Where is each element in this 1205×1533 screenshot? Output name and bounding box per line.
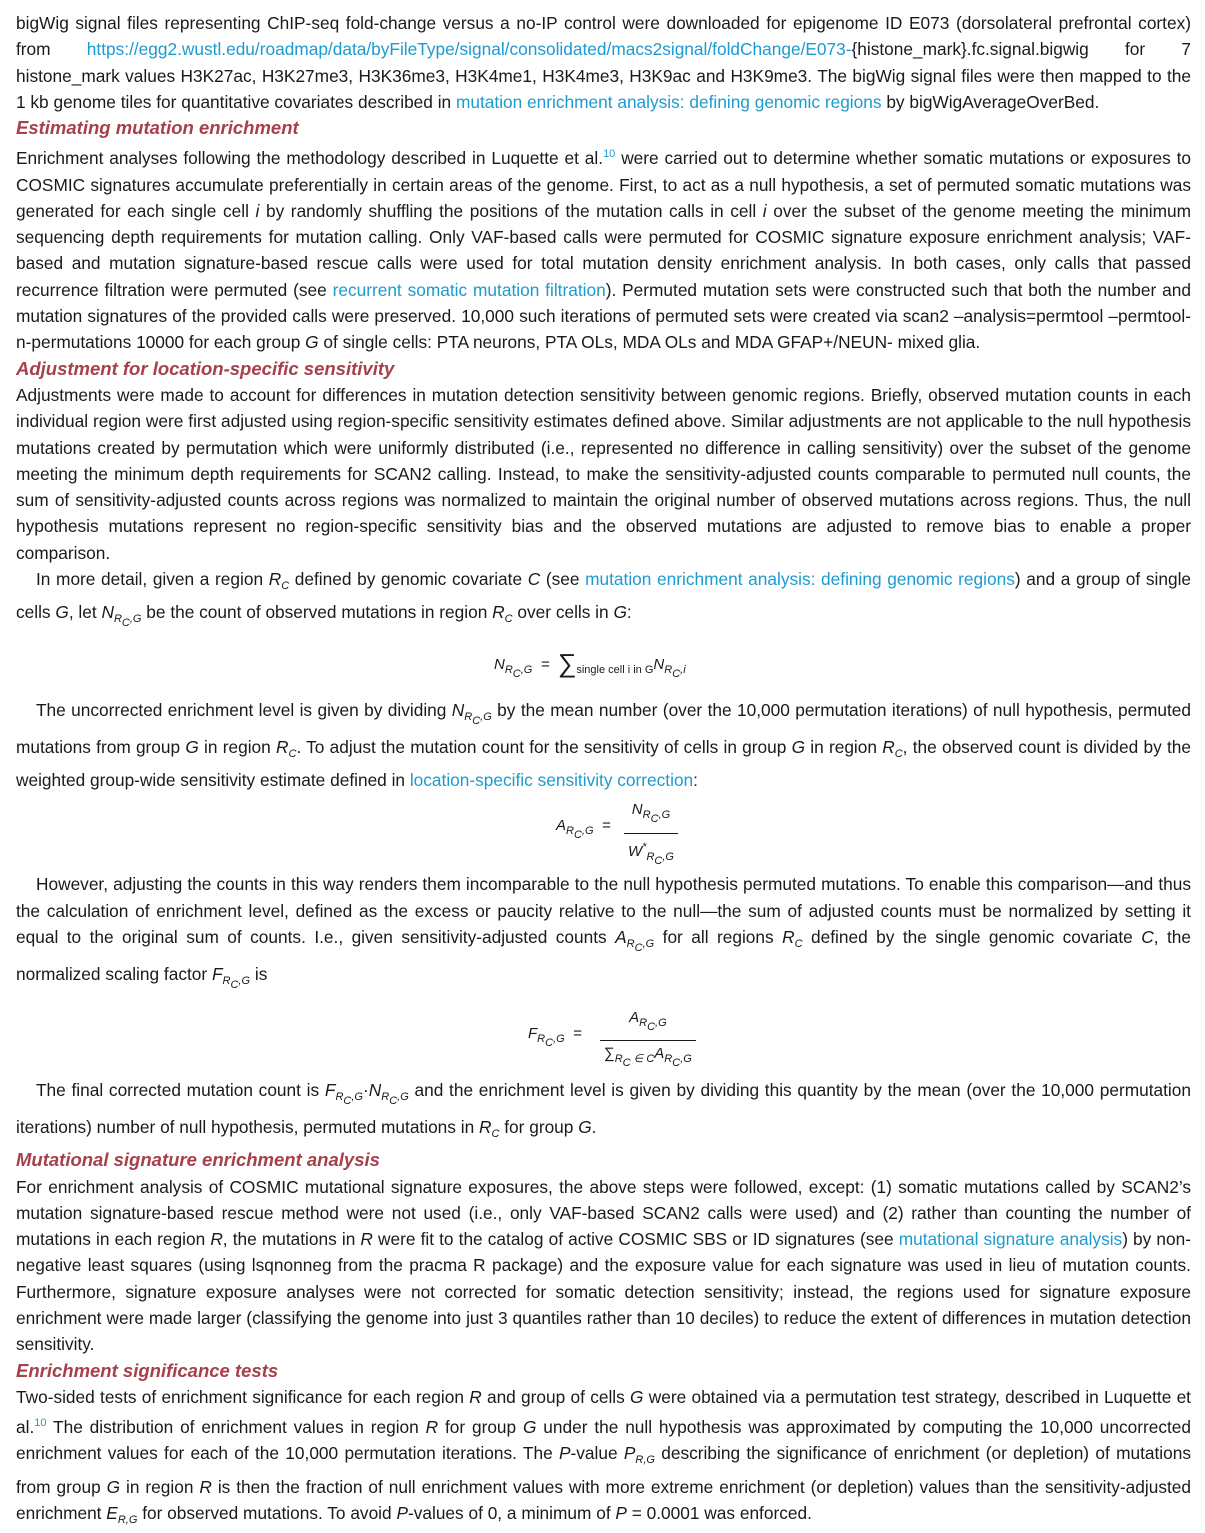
body-text: defined by the single genomic covariate — [802, 927, 1142, 948]
var-r: R — [425, 1417, 439, 1437]
adjustment-paragraph-1: Adjustments were made to account for differences in mutation detection sensitivity between genomic regions. Briefly, observed mutation counts in each individual region were first adjusted using region-specific sensitivity estimates defined above. Similar adjustments are not applicable to the null hypothesis mutations created by permutation which were uniformly distributed (i.e., represented no difference in calling sensitivity) over the subset of the genome meeting the minimum depth requirements for SCAN2 calling. Instead, to make the sensitivity-adjusted counts comparable to permuted null counts, the sum of sensitivity-adjusted counts across regions was normalized to maintain the original number of observed mutations across regions. Thus, the null hypothesis mutations represent no region-specific sensitivity bias and the observed mutations are adjusted to remove bias to enable a proper comparison. — [16, 384, 1191, 563]
section-heading-adjustment: Adjustment for location-specific sensitivity — [16, 357, 395, 379]
body-text: Enrichment analyses following the methodology described in Luquette et al. — [16, 148, 604, 169]
body-text: for observed mutations. To avoid — [137, 1502, 397, 1523]
body-text: : — [693, 770, 698, 791]
body-text: and the enrichment level is given by dividing this quantity by the mean (over the 10,000 permutation iterations) number of null hypothesis, permuted mutations in — [16, 1079, 1191, 1137]
var-i: i — [255, 200, 260, 221]
body-text: were carried out to determine whether somatic mutations or exposures to COSMIC signatures accumulate preferentially in certain areas of the genome. First, to act as a null hypothesis, a set of permuted somatic mutations was generated for each single cell — [16, 148, 1191, 221]
section-heading-significance: Enrichment significance tests — [16, 1359, 279, 1381]
section-heading-signature: Mutational signature enrichment analysis — [16, 1149, 380, 1171]
body-text: in region — [805, 736, 883, 757]
body-text: However, adjusting the counts in this way renders them incomparable to the null hypothesis permuted mutations. To enable this comparison—and thus the calculation of enrichment level, defined as the excess or paucity relative to the null—the sum of adjusted counts must be normalized by setting it equal to the original sum of counts. I.e., given sensitivity-adjusted counts — [16, 874, 1191, 948]
body-text: The uncorrected enrichment level is given by dividing — [36, 699, 452, 720]
body-text: . — [591, 1116, 597, 1137]
body-text: -values of 0, a minimum of — [407, 1502, 616, 1523]
body-text: and group of cells — [481, 1386, 631, 1407]
intro-paragraph — [16, 10, 1191, 115]
equation-count-sum: $N_{R_C,G} = \sum_{single cell i in G}N_{R_C,i}$ — [494, 647, 686, 680]
body-text: in region — [198, 736, 277, 757]
var-r: R — [360, 1229, 373, 1250]
body-text: , the mutations in — [222, 1229, 361, 1250]
defining-regions-link[interactable]: mutation enrichment analysis: defining genomic regions — [585, 569, 1015, 589]
body-text: ) and a group of single cells — [16, 569, 1192, 623]
body-text: over cells in — [512, 602, 614, 623]
var-g: G — [630, 1386, 644, 1407]
body-text: The distribution of enrichment values in region — [46, 1417, 426, 1437]
equation-scaling-factor: $F_{R_C,G}$ = $A_{R_C,G}$ $\sum_{R_C \in C}A_{R_C,G}$ — [16, 999, 1191, 1077]
body-text: ) by non-negative least squares (using lsqnonneg from the pracma R package) and the exposure value for each signature was used in lieu of mutation counts. Furthermore, signature exposure analyses were not corrected for somatic detection sensitivity; instead, the regions used for signature exposure enrichment were made larger (classifying the genome into just 3 quantiles rather than 10 deciles) to reduce the extent of differences in mutation detection sensitivity. — [16, 1229, 1191, 1355]
defining-regions-link[interactable]: mutation enrichment analysis: defining genomic regions — [455, 91, 882, 112]
equation-adjusted-count: $A_{R_C,G}$ = $N_{R_C,G}$ $W^*_{R_C,G}$ — [16, 793, 1191, 871]
section-heading-estimating: Estimating mutation enrichment — [16, 117, 299, 139]
var-i: i — [762, 200, 767, 221]
var-g: G — [523, 1417, 537, 1437]
body-text: -value — [570, 1443, 624, 1464]
body-text: defined by genomic covariate — [289, 569, 528, 589]
var-r: R — [469, 1386, 482, 1407]
adjustment-paragraph-3: The uncorrected enrichment level is given by dividing $N_{R_C,G}$ by the mean number (over the 10,000 permutation iterations) of null hypothesis, permuted mutations from group G in region $R_C$. To adjust the mutation count for the sensitivity of cells in group G in region $R_C$, the observed count is divided by the weighted group-wide sensitivity estimate defined in location-specific sensitivity correction: — [16, 699, 1191, 791]
body-text: by randomly shuffling the positions of the mutation calls in cell — [259, 200, 763, 221]
estimating-paragraph — [16, 141, 1191, 355]
body-text: (see — [540, 569, 586, 589]
intro-text: {histone_mark}.fc.signal.bigwig for 7 histone_mark values H3K27ac, H3K27me3, H3K36me3, H3K4me1, H3K4me3, H3K9ac and H3K9me3. The bigWig signal files were then mapped to the 1 kb genome tiles for quantitative covariates described in — [16, 39, 1191, 112]
citation-ref[interactable]: 10 — [603, 148, 616, 161]
body-text: In more detail, given a region — [36, 569, 269, 589]
body-text: For enrichment analysis of COSMIC mutational signature exposures, the above steps were followed, except: (1) somatic mutations called by SCAN2’s mutation signature-based rescue method were not used (i.e., only VAF-based SCAN2 calls were used) and (2) rather than counting the number of mutations in each region — [16, 1176, 1191, 1250]
body-text: in region — [120, 1476, 200, 1497]
var-p: P — [558, 1443, 571, 1464]
body-text: is then the fraction of null enrichment values with more extreme enrichment (or depletion) values than the sensitivity-adjusted enrichment — [16, 1476, 1191, 1523]
sum-index: single cell i in G — [576, 663, 654, 676]
body-text: under the null hypothesis was approximated by computing the 10,000 uncorrected enrichment values for each of the 10,000 permutation iterations. The — [16, 1417, 1191, 1464]
body-text: is — [250, 964, 268, 985]
body-text: , the normalized scaling factor — [16, 927, 1191, 985]
body-text: were obtained via a permutation test strategy, described in Luquette et al. — [16, 1386, 1191, 1437]
body-text: ). Permuted mutation sets were constructed such that both the number and mutation signatures of the provided calls were preserved. 10,000 such iterations of permuted sets were created via scan2 –analysis=permtool –permtool-n-permutations 10000 for each group — [16, 279, 1191, 353]
adjustment-paragraph-4: However, adjusting the counts in this way renders them incomparable to the null hypothesis permuted mutations. To enable this comparison—and thus the calculation of enrichment level, defined as the excess or paucity relative to the null—the sum of adjusted counts must be normalized by setting it equal to the original sum of counts. I.e., given sensitivity-adjusted counts $A_{R_C,G}$ for all regions $R_C$ defined by the single genomic covariate C, the normalized scaling factor $F_{R_C,G}$ is — [16, 874, 1191, 992]
body-text: were fit to the catalog of active COSMIC SBS or ID signatures (see — [372, 1229, 899, 1250]
signature-paragraph — [16, 1174, 1191, 1358]
citation-ref[interactable]: 10 — [34, 1417, 47, 1430]
adjustment-paragraph-2: In more detail, given a region $R_C$ defined by genomic covariate C (see mutation enrichment analysis: defining genomic regions) and a group of single cells G, let $N_{R_C,G}$ be the count of observed mutations in region $R_C$ over cells in G: — [16, 569, 1192, 630]
body-text: . To adjust the mutation count for the sensitivity of cells in group — [296, 736, 792, 757]
body-text: of single cells: PTA neurons, PTA OLs, MDA OLs and MDA GFAP+/NEUN- mixed glia. — [318, 332, 981, 353]
body-text: Two-sided tests of enrichment significance for each region — [16, 1386, 470, 1407]
body-text: over the subset of the genome meeting the minimum sequencing depth requirements for mutation calling. Only VAF-based calls were permuted for COSMIC signature exposure enrichment analysis; VAF-based and mutation signature-based rescue calls were used for total mutation density enrichment analysis. In both cases, only calls that passed recurrence filtration were permuted (see — [16, 200, 1191, 300]
sensitivity-correction-link[interactable]: location-specific sensitivity correction — [409, 770, 694, 791]
var-r: R — [210, 1229, 223, 1250]
body-text: for all regions — [654, 927, 783, 948]
roadmap-url-link[interactable]: https://egg2.wustl.edu/roadmap/data/byFileType/signal/consolidated/macs2signal/foldChange/E073- — [86, 39, 852, 60]
body-text: : — [626, 602, 632, 623]
significance-paragraph: Two-sided tests of enrichment significance for each region R and group of cells G were obtained via a permutation test strategy, described in Luquette et al.$^{10}$ The distribution of enrichment values in region R for group G under the null hypothesis was approximated by computing the 10,000 uncorrected enrichment values for each of the 10,000 permutation iterations. The P-value $P_{R,G}$ describing the significance of enrichment (or depletion) of mutations from group G in region R is then the fraction of null enrichment values with more extreme enrichment (or depletion) values than the sensitivity-adjusted enrichment $E_{R,G}$ for observed mutations. To avoid P-values of 0, a minimum of P = 0.0001 was enforced. — [16, 1386, 1191, 1526]
var-g: G — [106, 1476, 121, 1497]
intro-text: by bigWigAverageOverBed. — [881, 91, 1100, 112]
var-p: P — [615, 1502, 627, 1523]
body-text: , the observed count is divided by the weighted group-wide sensitivity estimate defined in — [16, 736, 1191, 791]
recurrent-filtration-link[interactable]: recurrent somatic mutation filtration — [332, 279, 606, 300]
signature-analysis-link[interactable]: mutational signature analysis — [898, 1229, 1123, 1250]
body-text: for group — [499, 1116, 579, 1137]
body-text: describing the significance of enrichment (or depletion) of mutations from group — [16, 1443, 1191, 1497]
body-text: by the mean number (over the 10,000 permutation iterations) of null hypothesis, permuted mutations from group — [16, 699, 1191, 757]
adjustment-paragraph-5: The final corrected mutation count is $F_{R_C,G}\cdot N_{R_C,G}$ and the enrichment level is given by dividing this quantity by the mean (over the 10,000 permutation iterations) number of null hypothesis, permuted mutations in $R_C$ for group G. — [16, 1079, 1191, 1140]
intro-text: bigWig signal files representing ChIP-seq fold-change versus a no-IP control were downloaded for epigenome ID E073 (dorsolateral prefrontal cortex) from — [16, 13, 1191, 60]
body-text: The final corrected mutation count is — [36, 1079, 325, 1100]
body-text: , let — [68, 602, 102, 623]
var-r: R — [199, 1476, 212, 1497]
body-text: = 0.0001 was enforced. — [626, 1502, 812, 1523]
body-text: for group — [438, 1417, 523, 1437]
var-p: P — [396, 1502, 408, 1523]
sum-symbol: ∑ — [557, 647, 577, 678]
var-g: G — [305, 332, 319, 353]
body-text: be the count of observed mutations in region — [141, 602, 493, 623]
